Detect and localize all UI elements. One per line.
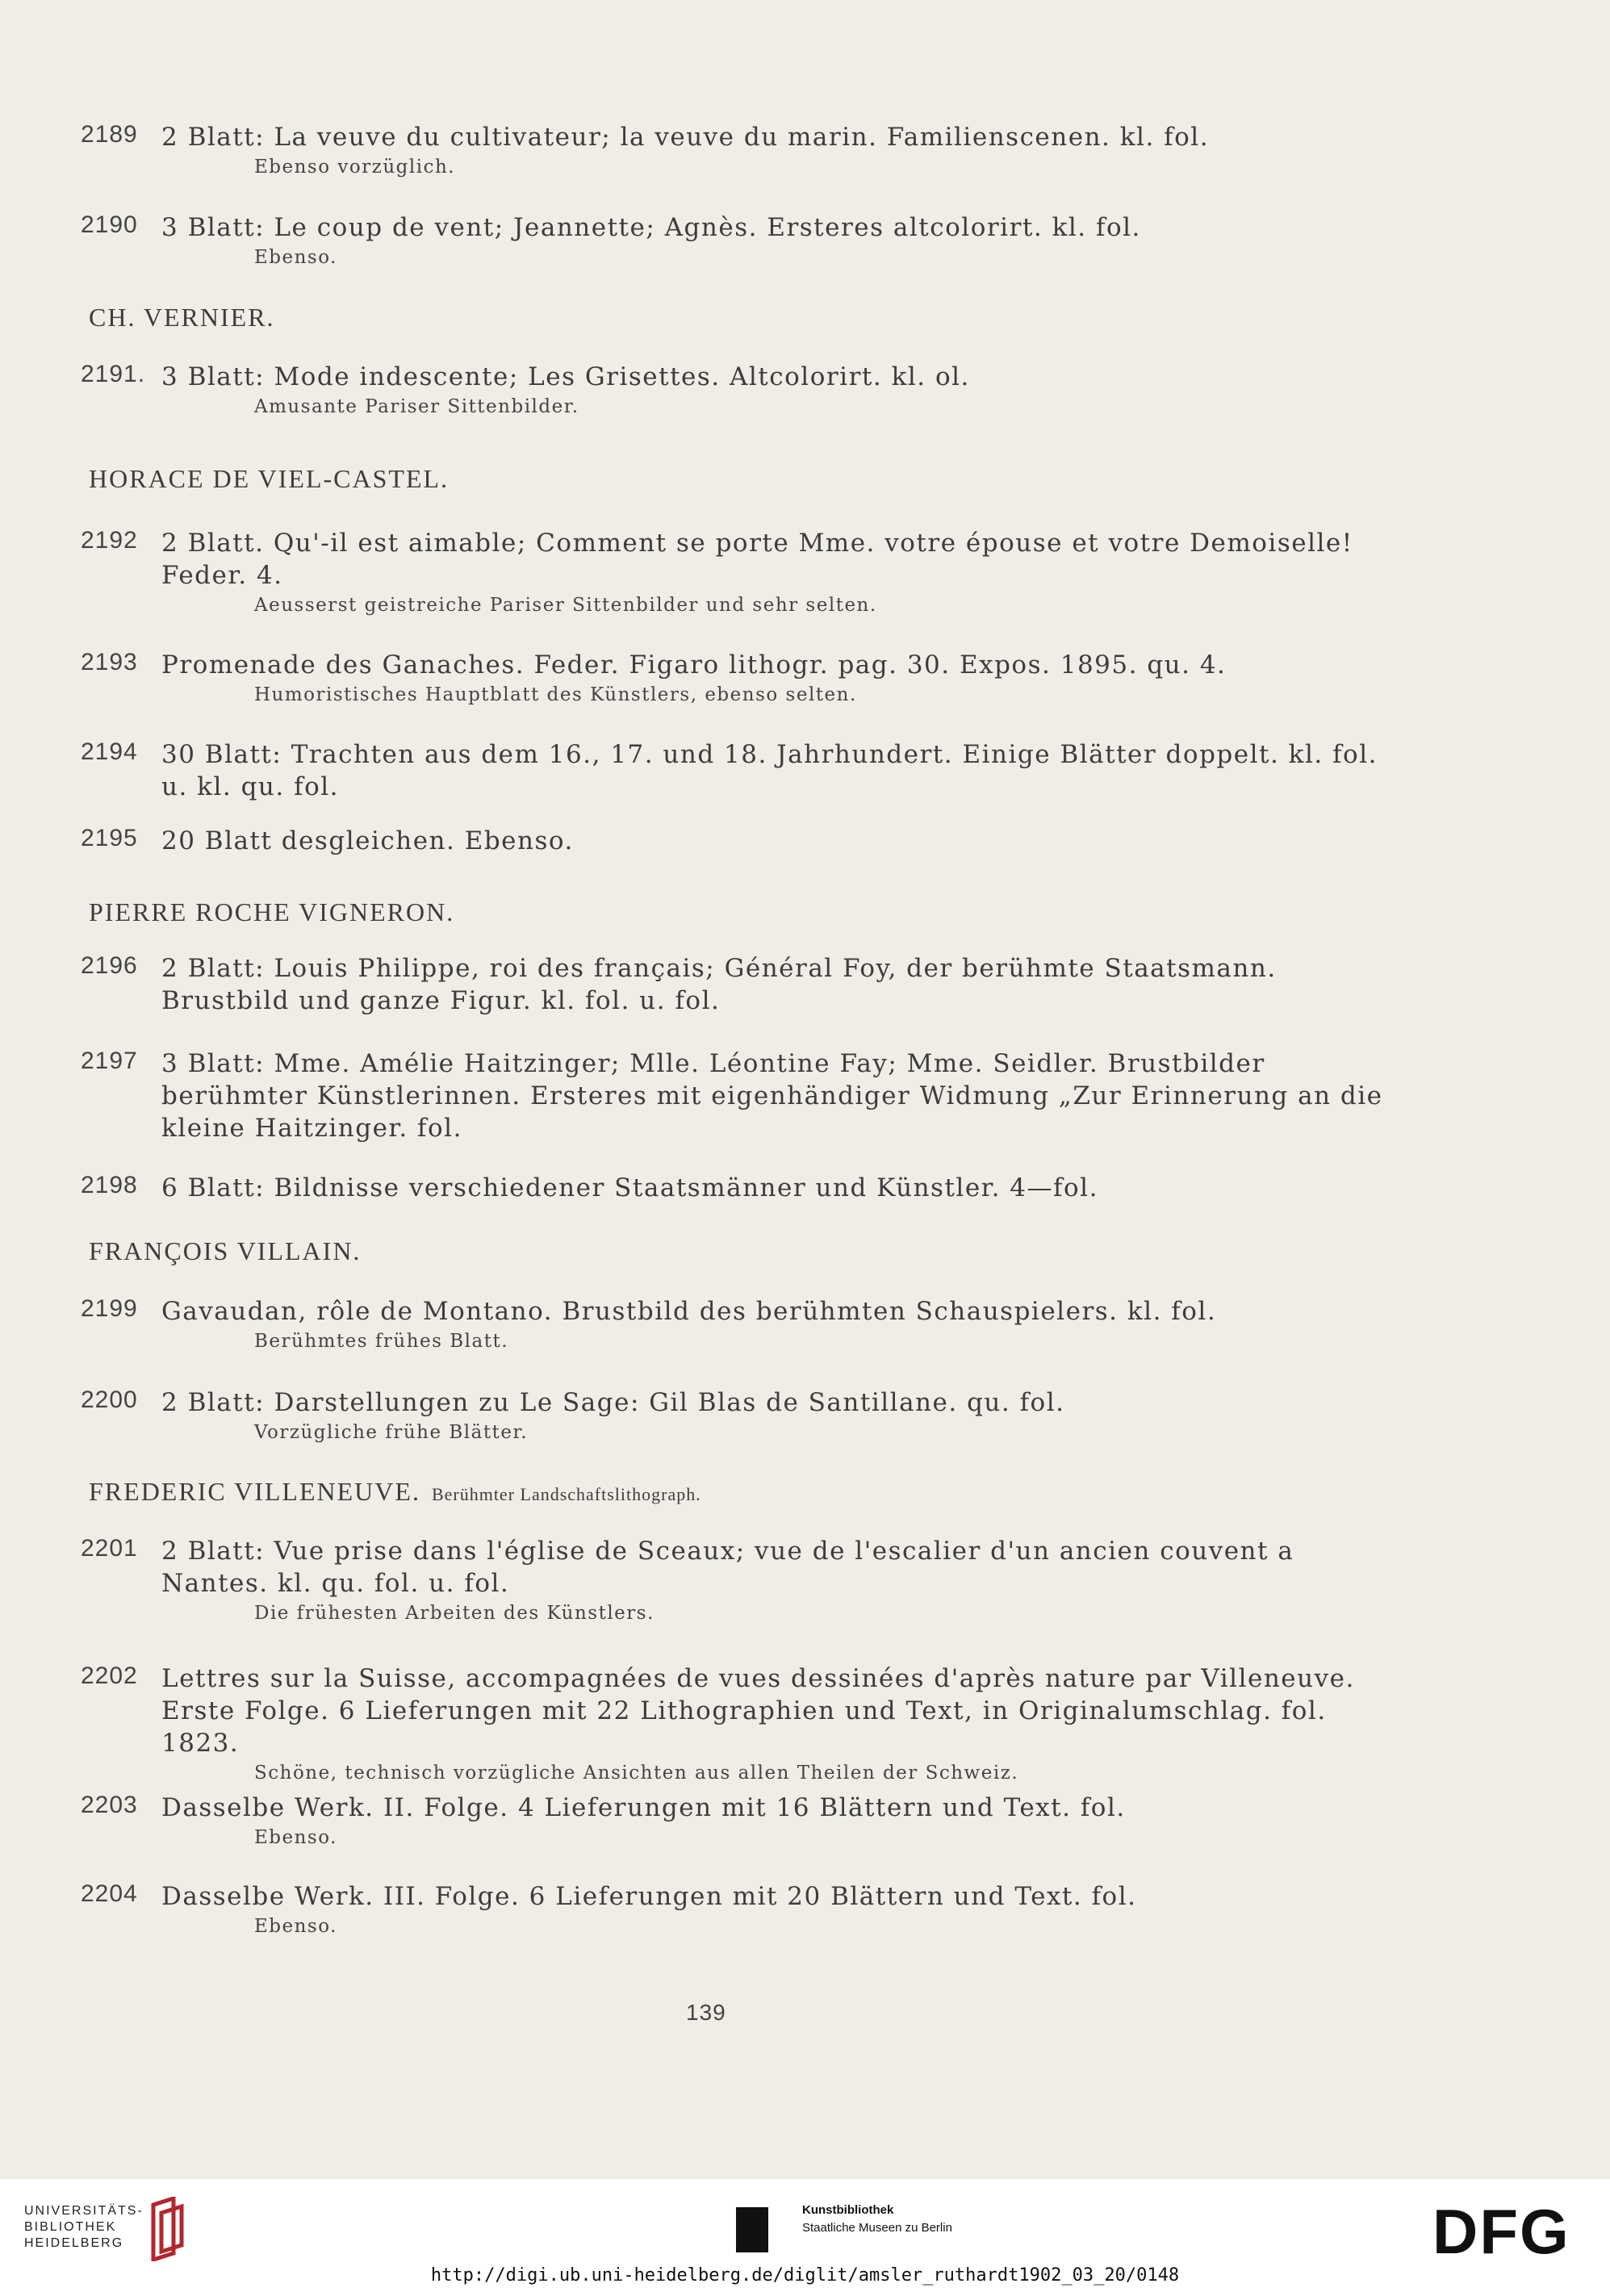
- artist-heading: [89, 1477, 701, 1507]
- kunstbibliothek-name[interactable]: [802, 2202, 952, 2237]
- artist-name: HORACE DE VIEL-CASTEL.: [89, 464, 450, 493]
- entry-number: 2195: [81, 825, 138, 851]
- entry-description: 2 Blatt. Qu'-il est aimable; Comment se porte Mme. votre épouse et votre Demoiselle! Feder. 4.: [161, 529, 1353, 590]
- artist-note: Berühmter Landschaftslithograph.: [431, 1484, 701, 1504]
- entry-description: 2 Blatt: Vue prise dans l'église de Sceaux; vue de l'escalier d'un ancien couvent a Nantes. kl. qu. fol. u. fol.: [161, 1537, 1294, 1598]
- catalog-entry: [81, 649, 1404, 707]
- artist-name: FREDERIC VILLENEUVE.: [89, 1477, 420, 1506]
- entry-note: Ebenso.: [254, 1827, 337, 1848]
- catalog-entry: [81, 1880, 1404, 1938]
- entry-number: 2192: [81, 527, 138, 554]
- page-number: 139: [686, 2000, 726, 2025]
- entry-number: 2198: [81, 1172, 138, 1198]
- catalog-entry: [81, 952, 1404, 1017]
- entry-note: Schöne, technisch vorzügliche Ansichten aus allen Theilen der Schweiz.: [254, 1763, 1019, 1784]
- catalog-entry: [81, 527, 1404, 617]
- entry-description: 3 Blatt: Mme. Amélie Haitzinger; Mlle. Léontine Fay; Mme. Seidler. Brustbilder berühmter Künstlerinnen. Ersteres mit eigenhändiger Widmung „Zur Erinnerung an die kleine Haitzinger. fol.: [161, 1049, 1383, 1143]
- entry-description: 3 Blatt: Mode indescente; Les Grisettes. Altcolorirt. kl. ol.: [161, 362, 970, 391]
- entry-description: 2 Blatt: La veuve du cultivateur; la veuve du marin. Familienscenen. kl. fol.: [161, 123, 1210, 152]
- uni-line-3: HEIDELBERG: [24, 2236, 124, 2250]
- entry-note: Amusante Pariser Sittenbilder.: [254, 396, 579, 417]
- entry-number: 2196: [81, 952, 138, 979]
- entry-description: 20 Blatt desgleichen. Ebenso.: [161, 826, 574, 855]
- catalog-entry: [81, 121, 1404, 179]
- entry-number: 2194: [81, 738, 138, 765]
- catalog-entry: [81, 1792, 1404, 1850]
- entry-number: 2204: [81, 1880, 138, 1907]
- entry-description: 3 Blatt: Le coup de vent; Jeannette; Agnès. Ersteres altcolorirt. kl. fol.: [161, 213, 1141, 242]
- artist-heading: [89, 897, 454, 927]
- entry-note: Ebenso.: [254, 247, 337, 268]
- entry-number: 2193: [81, 649, 138, 675]
- catalog-entry: [81, 1295, 1404, 1353]
- artist-name: FRANÇOIS VILLAIN.: [89, 1236, 362, 1265]
- entry-description: Lettres sur la Suisse, accompagnées de vues dessinées d'après nature par Villeneuve. Erste Folge. 6 Lieferungen mit 22 Lithographien und Text, in Originalumschlag. fol. 1823.: [161, 1664, 1355, 1758]
- entry-description: 2 Blatt: Darstellungen zu Le Sage: Gil Blas de Santillane. qu. fol.: [161, 1388, 1065, 1417]
- entry-note: Die frühesten Arbeiten des Künstlers.: [254, 1603, 654, 1624]
- catalog-entry: [81, 1535, 1404, 1625]
- artist-name: PIERRE ROCHE VIGNERON.: [89, 897, 455, 926]
- entry-description: Promenade des Ganaches. Feder. Figaro lithogr. pag. 30. Expos. 1895. qu. 4.: [161, 650, 1227, 680]
- artist-heading: [89, 1236, 361, 1266]
- kb-subtitle: Staatliche Museen zu Berlin: [802, 2221, 952, 2235]
- kunstbibliothek-logo-icon[interactable]: [736, 2207, 768, 2252]
- entry-number: 2201: [81, 1535, 138, 1562]
- artist-heading: [89, 303, 275, 332]
- catalog-entry: [81, 1662, 1404, 1785]
- entry-description: Gavaudan, rôle de Montano. Brustbild des berühmten Schauspielers. kl. fol.: [161, 1297, 1217, 1326]
- entry-description: Dasselbe Werk. III. Folge. 6 Lieferungen mit 20 Blättern und Text. fol.: [161, 1882, 1137, 1911]
- catalog-entry: [81, 738, 1404, 803]
- source-url-link[interactable]: http://digi.ub.uni-heidelberg.de/diglit/amsler_ruthardt1902_03_20/0148: [430, 2265, 1180, 2286]
- entry-note: Vorzügliche frühe Blätter.: [254, 1422, 529, 1443]
- artist-heading: [89, 464, 449, 494]
- uni-line-2: BIBLIOTHEK: [24, 2220, 117, 2234]
- entry-number: 2199: [81, 1295, 138, 1322]
- catalog-entry: [81, 1048, 1404, 1144]
- entry-number: 2191.: [81, 361, 146, 387]
- entry-note: Humoristisches Hauptblatt des Künstlers, ebenso selten.: [254, 684, 857, 705]
- dfg-logo[interactable]: DFG: [1432, 2196, 1570, 2267]
- entry-note: Aeusserst geistreiche Pariser Sittenbilder und sehr selten.: [254, 595, 877, 616]
- entry-number: 2203: [81, 1792, 138, 1818]
- entry-note: Ebenso.: [254, 1916, 337, 1937]
- entry-number: 2200: [81, 1386, 138, 1413]
- entry-description: Dasselbe Werk. II. Folge. 4 Lieferungen mit 16 Blättern und Text. fol.: [161, 1793, 1126, 1822]
- entry-number: 2189: [81, 121, 138, 148]
- catalog-entry: [81, 211, 1404, 270]
- entry-note: Berühmtes frühes Blatt.: [254, 1331, 509, 1352]
- entry-number: 2197: [81, 1048, 138, 1074]
- artist-name: CH. VERNIER.: [89, 303, 275, 332]
- entry-note: Ebenso vorzüglich.: [254, 157, 456, 178]
- heidelberg-library-name[interactable]: [24, 2203, 144, 2252]
- catalog-entry: [81, 1386, 1404, 1445]
- entry-number: 2190: [81, 211, 138, 238]
- kb-title: Kunstbibliothek: [802, 2203, 894, 2217]
- catalog-entry: [81, 361, 1404, 419]
- catalog-entry: [81, 825, 1404, 857]
- entry-description: 6 Blatt: Bildnisse verschiedener Staatsmänner und Künstler. 4—fol.: [161, 1173, 1098, 1202]
- uni-line-1: UNIVERSITÄTS-: [24, 2204, 144, 2218]
- entry-description: 30 Blatt: Trachten aus dem 16., 17. und 18. Jahrhundert. Einige Blätter doppelt. kl. fol. u. kl. qu. fol.: [161, 740, 1378, 801]
- catalog-entry: [81, 1172, 1404, 1204]
- entry-number: 2202: [81, 1662, 138, 1689]
- heidelberg-logo-icon[interactable]: [145, 2197, 194, 2261]
- entry-description: 2 Blatt: Louis Philippe, roi des français; Général Foy, der berühmte Staatsmann. Brustbild und ganze Figur. kl. fol. u. fol.: [161, 954, 1277, 1015]
